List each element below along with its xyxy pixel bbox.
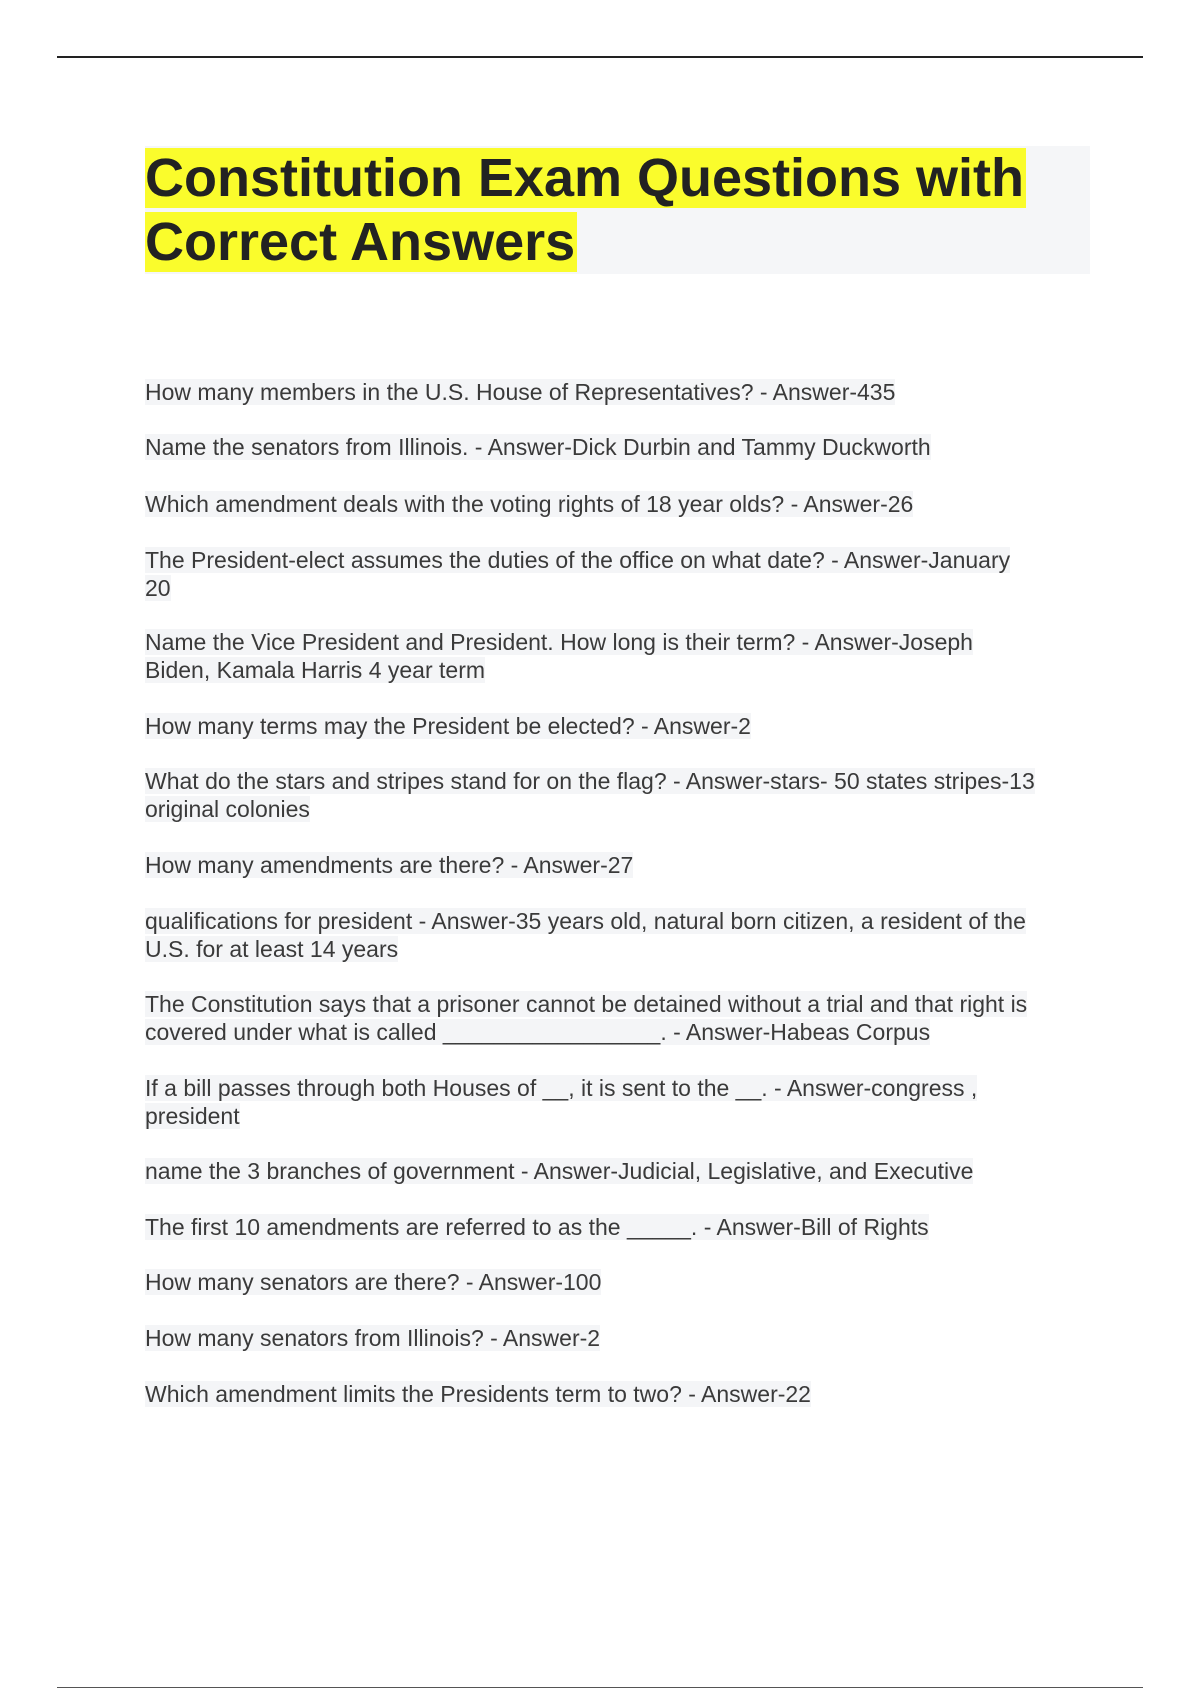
qa-item-13: The first 10 amendments are referred to as the _____. - Answer-Bill of Rights <box>145 1214 929 1240</box>
bottom-rule <box>57 1687 1143 1688</box>
document-title-line-2: Correct Answers <box>145 212 576 272</box>
qa-item-11: If a bill passes through both Houses of __, it is sent to the __. - Answer-congress , president <box>145 1075 978 1129</box>
qa-item-2: Name the senators from Illinois. - Answer-Dick Durbin and Tammy Duckworth <box>145 434 931 460</box>
top-rule <box>57 56 1143 58</box>
qa-item-10: The Constitution says that a prisoner cannot be detained without a trial and that right is covered under what is called _________________. - Answer-Habeas Corpus <box>145 991 1028 1045</box>
qa-item-9: qualifications for president - Answer-35 years old, natural born citizen, a resident of the U.S. for at least 14 years <box>145 908 1026 962</box>
qa-item-15: How many senators from Illinois? - Answer-2 <box>145 1325 601 1351</box>
qa-item-1: How many members in the U.S. House of Representatives? - Answer-435 <box>145 379 896 405</box>
document-title-line-1: Constitution Exam Questions with <box>145 148 1025 208</box>
qa-item-4: The President-elect assumes the duties of the office on what date? - Answer-January 20 <box>145 547 1011 601</box>
qa-item-16: Which amendment limits the Presidents term to two? - Answer-22 <box>145 1381 811 1407</box>
qa-item-12: name the 3 branches of government - Answer-Judicial, Legislative, and Executive <box>145 1158 974 1184</box>
qa-item-6: How many terms may the President be elected? - Answer-2 <box>145 713 751 739</box>
qa-item-3: Which amendment deals with the voting rights of 18 year olds? - Answer-26 <box>145 491 914 517</box>
qa-item-7: What do the stars and stripes stand for on the flag? - Answer-stars- 50 states stripes-13 original colonies <box>145 768 1035 822</box>
qa-item-8: How many amendments are there? - Answer-27 <box>145 852 634 878</box>
qa-item-14: How many senators are there? - Answer-100 <box>145 1269 602 1295</box>
qa-item-5: Name the Vice President and President. How long is their term? - Answer-Joseph Biden, Kamala Harris 4 year term <box>145 629 973 683</box>
